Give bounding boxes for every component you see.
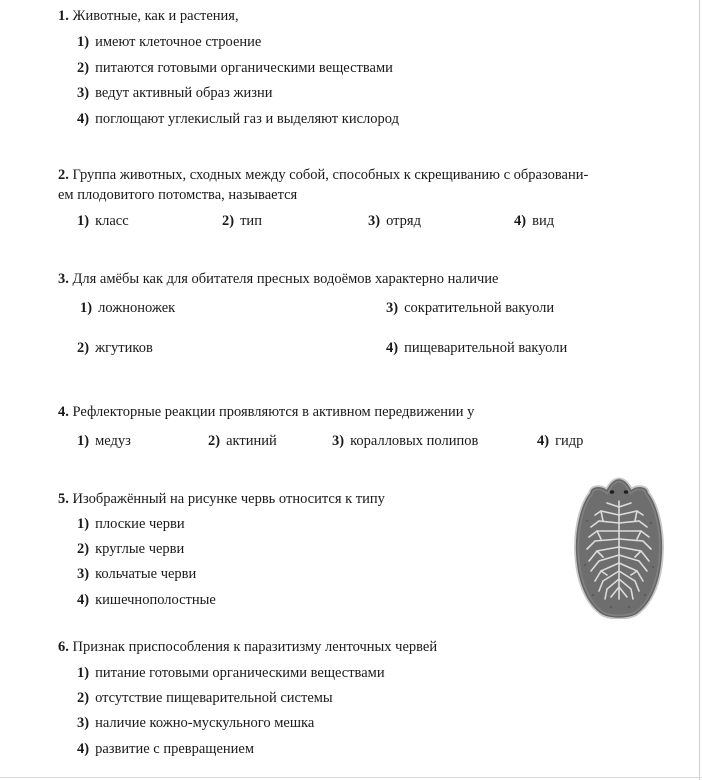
q3-option-4[interactable]: 4) пищеварительной вакуоли: [386, 340, 568, 356]
q3-option-2[interactable]: 2) жгутиков: [77, 340, 153, 356]
q4-option-2[interactable]: 2) актиний: [208, 433, 277, 449]
q5-option-3[interactable]: 3) кольчатые черви: [77, 566, 197, 582]
flatworm-illustration: [573, 477, 665, 619]
question-number: 1.: [58, 8, 69, 24]
q1-option-3[interactable]: 3) ведут активный образ жизни: [77, 85, 273, 101]
page-border-bottom: [0, 777, 702, 778]
q4-option-3[interactable]: 3) коралловых полипов: [332, 433, 479, 449]
q3-option-1[interactable]: 1) ложноножек: [80, 300, 176, 316]
question-4: 4. Рефлекторные реакции проявляются в активном передвижении у: [58, 404, 475, 420]
q3-option-3[interactable]: 3) сократительной вакуоли: [386, 300, 555, 316]
question-text-line-1: 2. Группа животных, сходных между собой, способных к скрещиванию с образовани-: [58, 167, 589, 183]
question-1: [58, 8, 239, 25]
q4-option-1[interactable]: 1) медуз: [77, 433, 131, 449]
q2-option-3[interactable]: 3) отряд: [368, 213, 421, 229]
question-5: 5. Изображённый на рисунке червь относится к типу: [58, 491, 385, 507]
q6-option-4[interactable]: 4) развитие с превращением: [77, 741, 255, 757]
q4-option-4[interactable]: 4) гидр: [537, 433, 584, 449]
question-3: 3. Для амёбы как для обитателя пресных водоёмов характерно наличие: [58, 271, 499, 287]
question-6: 6. Признак приспособления к паразитизму ленточных червей: [58, 639, 438, 655]
q5-option-2[interactable]: 2) круглые черви: [77, 541, 185, 557]
q6-option-2[interactable]: 2) отсутствие пищеварительной системы: [77, 690, 333, 706]
question-text-line-2: ем плодовитого потомства, называется: [58, 187, 298, 203]
q5-option-1[interactable]: 1) плоские черви: [77, 516, 185, 532]
q2-option-2[interactable]: 2) тип: [222, 213, 262, 229]
q2-option-1[interactable]: 1) класс: [77, 213, 129, 229]
q1-option-1[interactable]: 1) имеют клеточное строение: [77, 34, 262, 50]
page-border-right: [699, 0, 700, 780]
q1-option-4[interactable]: 4) поглощают углекислый газ и выделяют кислород: [77, 111, 399, 127]
q6-option-1[interactable]: 1) питание готовыми органическими веществами: [77, 665, 385, 681]
q5-option-4[interactable]: 4) кишечнополостные: [77, 592, 216, 608]
q1-option-2[interactable]: 2) питаются готовыми органическими веществами: [77, 60, 393, 76]
q2-option-4[interactable]: 4) вид: [514, 213, 555, 229]
question-text: Животные, как и растения,: [72, 8, 239, 24]
question-2: [58, 165, 661, 205]
q6-option-3[interactable]: 3) наличие кожно-мускульного мешка: [77, 715, 315, 731]
